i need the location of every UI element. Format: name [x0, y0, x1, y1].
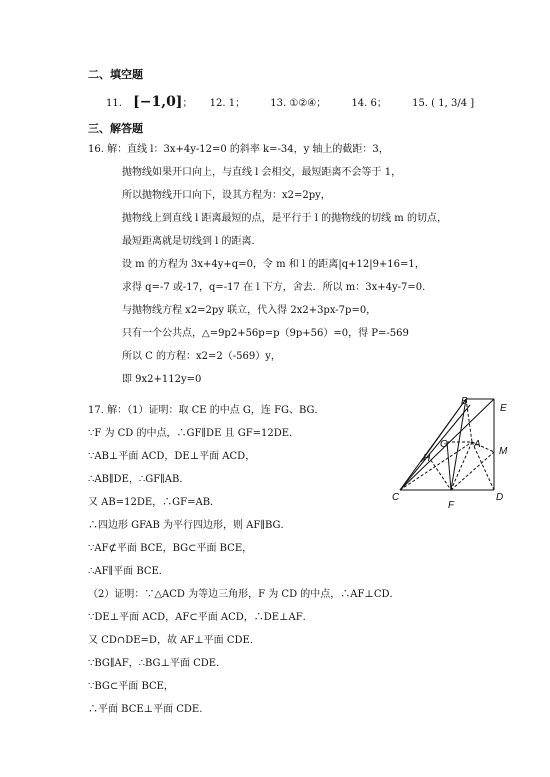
q11-label: 11.	[106, 98, 122, 109]
edge-BF	[451, 399, 466, 490]
q15-answer: 15. ( 1, 3/4 ]	[412, 98, 475, 109]
dashed-FM	[451, 452, 494, 490]
q16-line: 抛物线如果开口向上，与直线 l 会相交，最短距离不会等于 1，	[122, 167, 402, 178]
q17-line: ∵AF⊄平面 BCE，BG⊂平面 BCE，	[88, 543, 253, 554]
q16-line: 求得 q=-7 或-17，q=-17 在 l 下方，舍去．所以 m：3x+4y-7=0．	[122, 282, 433, 293]
q17-line: ∵F 为 CD 的中点，∴GF∥DE 且 GF=12DE．	[88, 428, 300, 439]
q17-line: ∴四边形 GFAB 为平行四边形，则 AF∥BG．	[88, 520, 291, 531]
q17-line: ∵BG∥AF，∴BG⊥平面 CDE．	[88, 658, 227, 669]
edge-CE	[400, 399, 494, 490]
edge-CB2	[400, 405, 470, 490]
q17-line: 又 AB=12DE，∴GF=AB．	[88, 497, 221, 508]
q16-line: 设 m 的方程为 3x+4y+q=0，令 m 和 l 的距离|q+12|9+16=1，	[122, 259, 425, 270]
q16-line: 所以 C 的方程：x2=2（-569）y，	[122, 351, 281, 362]
section-solutions-title: 三、解答题	[88, 122, 143, 135]
q17-line: ∴AB∥DE，∴GF∥AB．	[88, 474, 190, 485]
label-B: B	[461, 396, 468, 407]
q17-line: 17. 解：（1）证明：取 CE 的中点 G，连 FG、BG．	[88, 405, 325, 416]
fill-in-answers	[106, 95, 474, 111]
edge-BA-outline	[421, 399, 466, 462]
q16-line: 16. 解：直线 l：3x+4y-12=0 的斜率 k=-34，y 轴上的截距：3，	[88, 144, 389, 155]
label-H: H	[423, 453, 431, 464]
q16-line: 所以抛物线开口向下，设其方程为：x2=2py，	[122, 190, 331, 201]
dashed-AM	[472, 442, 494, 452]
label-M: M	[499, 446, 508, 457]
label-G: G	[440, 439, 448, 450]
q16-line: 与抛物线方程 x2=2py 联立，代入得 2x2+3px-7p=0，	[122, 305, 377, 316]
q17-line: ∵AB⊥平面 ACD，DE⊥平面 ACD，	[88, 451, 256, 462]
section-fill-in-title: 二、填空题	[88, 68, 143, 81]
dashed-BA	[466, 399, 472, 442]
q11-separator: ；	[182, 98, 193, 109]
dashed-AD	[472, 442, 494, 490]
edge-BC	[400, 399, 466, 490]
dashed-AF	[451, 442, 472, 490]
q16-line: 即 9x2+112y=0	[122, 374, 202, 385]
label-F: F	[448, 500, 455, 511]
q17-line: （2）证明：∵△ACD 为等边三角形，F 为 CD 的中点，∴AF⊥CD．	[88, 589, 400, 600]
label-E: E	[500, 403, 507, 414]
q12-answer: 12. 1；	[209, 98, 246, 109]
q17-line: ∵DE⊥平面 ACD，AF⊂平面 ACD，∴DE⊥AF．	[88, 612, 313, 623]
q17-line: 又 CD∩DE=D，故 AF⊥平面 CDE．	[88, 635, 260, 646]
q17-line: ∵BG⊂平面 BCE，	[88, 681, 174, 692]
dashed-HF	[428, 456, 451, 490]
label-A: A	[474, 439, 481, 450]
dashed-CA	[400, 442, 472, 490]
q17-line: ∴AF∥平面 BCE．	[88, 566, 169, 577]
q11-answer-interval: [−1,0]	[133, 94, 183, 110]
label-C: C	[392, 492, 400, 503]
edge-FG	[447, 442, 451, 490]
q16-line: 抛物线上到直线 l 距离最短的点，是平行于 l 的抛物线的切线 m 的切点，	[122, 213, 447, 224]
q14-answer: 14. 6；	[351, 98, 387, 109]
q16-line: 最短距离就是切线到 l 的距离．	[122, 236, 262, 247]
q16-line: 只有一个公共点，△=9p2+56p=p（9p+56）=0，得 P=-569	[122, 328, 409, 339]
q17-line: ∴平面 BCE⊥平面 CDE.	[88, 704, 203, 715]
label-D: D	[496, 492, 504, 503]
q13-answer: 13. ①②④；	[270, 98, 327, 109]
